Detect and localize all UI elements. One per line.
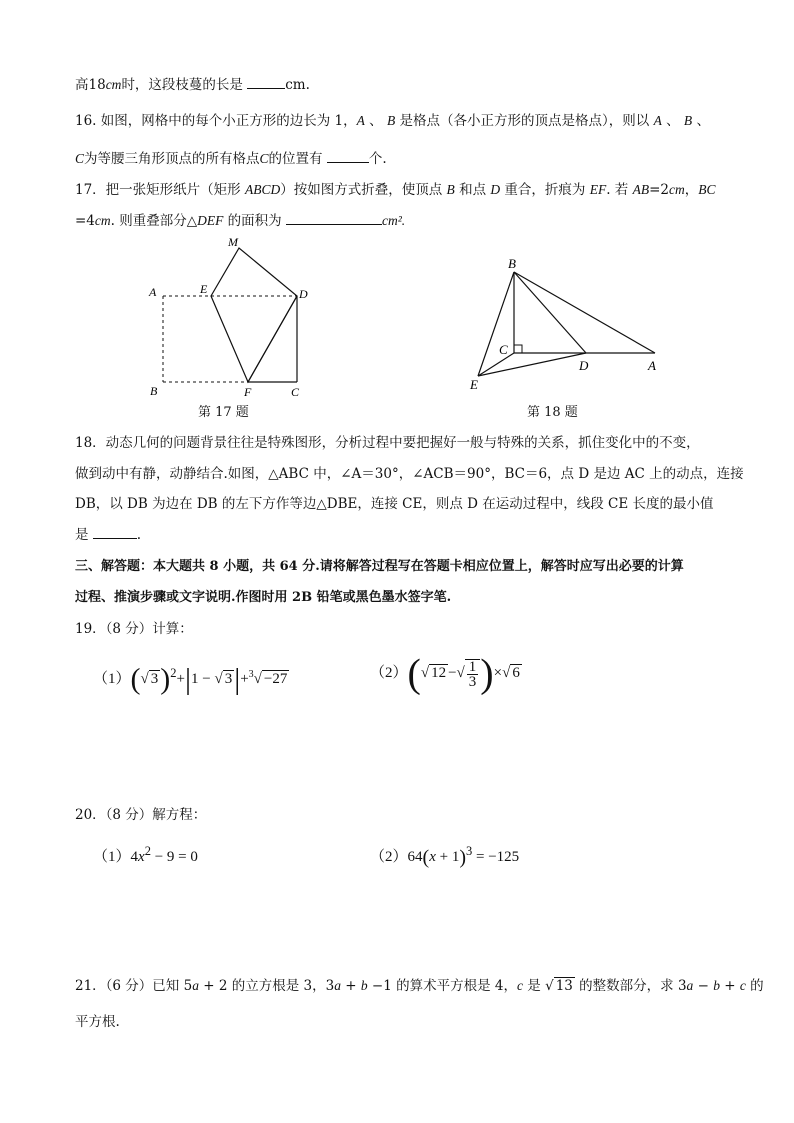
label-C: C	[499, 342, 508, 357]
answer-blank	[286, 212, 382, 225]
q15-line: 高18cm时，这段枝蔓的长是 cm.	[75, 77, 310, 93]
right-angle-mark	[514, 345, 522, 353]
figure-17-caption: 第 17 题	[198, 405, 249, 420]
q18-line2: 做到动中有静，动静结合.如图，△ABC 中，∠A＝30°，∠ACB＝90°，BC＝6，点 D 是边 AC 上的动点，连接	[75, 466, 744, 482]
q17-line1: 17．把一张矩形纸片（矩形 ABCD）按如图方式折叠，使顶点 B 和点 D 重合，折痕为 EF. 若 AB=2cm，BC	[75, 182, 716, 198]
section3-line2: 过程、推演步骤或文字说明.作图时用 2B 铅笔或黑色墨水签字笔.	[75, 590, 452, 605]
label-E: E	[200, 282, 208, 296]
q20-title: 20．（8 分）解方程：	[75, 807, 207, 823]
label-E: E	[470, 377, 478, 392]
segment-be	[478, 272, 514, 376]
q18-line4: 是 .	[75, 527, 142, 543]
answer-blank	[93, 526, 137, 539]
figure-18-diagram	[462, 254, 672, 394]
q19-part1: （1）(√ 3)$^2$+|1 − √ 3|+$^3$√ −27	[93, 662, 288, 696]
q19-title: 19．（8 分）计算：	[75, 621, 193, 637]
q21-line2: 平方根.	[75, 1014, 120, 1030]
q20-part2: $(2)64(x + 1)^3 = -125$	[370, 844, 520, 869]
segment-de	[478, 353, 586, 376]
q20-part1: $(1)4x^2 - 9 = 0$	[93, 844, 198, 865]
figure-18-caption: 第 18 题	[527, 405, 578, 420]
answer-blank	[247, 76, 285, 89]
label-A: A	[648, 358, 656, 373]
q17-line2: =4cm. 则重叠部分△DEF 的面积为 cm².	[75, 213, 406, 229]
label-D: D	[299, 287, 308, 301]
segment-bd	[514, 272, 586, 353]
q16-line2: C为等腰三角形顶点的所有格点C的位置有 个.	[75, 151, 387, 167]
label-A: A	[149, 285, 157, 299]
q21-line1: 21．（6 分）已知 5a + 2 的立方根是 3，3a + b −1 的算术平方根是 4，c 是 √ 13 的整数部分，求 3a − b + c 的	[75, 978, 764, 994]
segment-ba	[514, 272, 655, 353]
fold-line-df	[248, 296, 297, 382]
q18-line3: DB，以 DB 为边在 DB 的左下方作等边△DBE，连接 CE，则点 D 在运动过程中，线段 CE 长度的最小值	[75, 496, 714, 512]
answer-blank	[327, 150, 369, 163]
label-B: B	[150, 384, 158, 398]
folded-quad-emdf	[211, 248, 297, 382]
label-C: C	[291, 385, 300, 399]
q16-line1: 16. 如图，网格中的每个小正方形的边长为 1，A 、 B 是格点（各小正方形的顶点是格点），则以 A 、 B 、	[75, 113, 710, 129]
section3-line1: 三、解答题：本大题共 8 小题，共 64 分.请将解答过程写在答题卡相应位置上，解答时应写出必要的计算	[75, 559, 684, 574]
label-B: B	[508, 256, 516, 271]
label-D: D	[579, 358, 589, 373]
q18-line1: 18．动态几何的问题背景往往是特殊图形，分析过程中要把握好一般与特殊的关系，抓住变化中的不变，	[75, 435, 700, 451]
label-F: F	[244, 385, 252, 399]
figure-17-diagram	[140, 232, 330, 402]
q19-part2: （2）(√ 12 −√ $\frac{1}{3}$ )×√ 6	[370, 650, 520, 696]
label-M: M	[228, 235, 238, 249]
